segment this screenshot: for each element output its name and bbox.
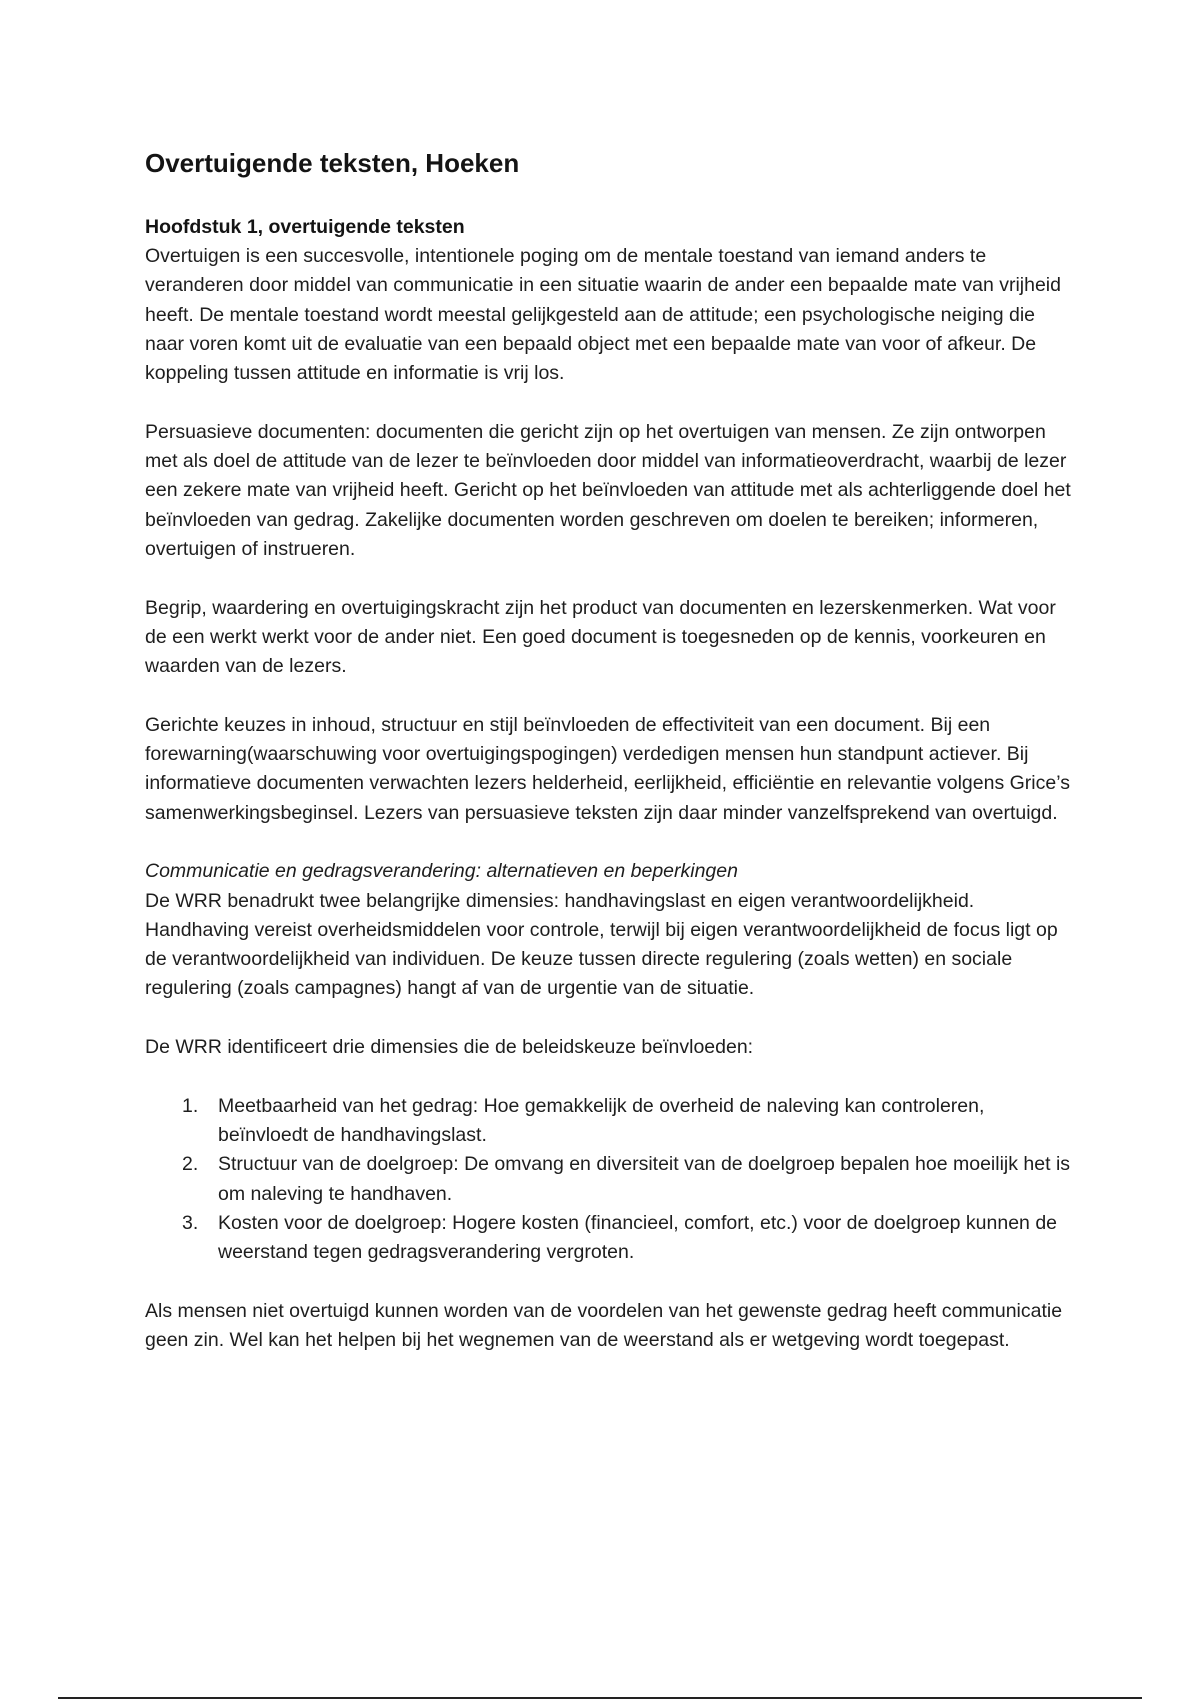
paragraph-wrr: De WRR benadrukt twee belangrijke dimensies: handhavingslast en eigen verantwoordelijkheid. Handhaving vereist overheidsmiddelen voor controle, terwijl bij eigen verantwoordelijkheid de focus ligt op de verantwoordelijkheid van individuen. De keuze tussen directe regulering (zoals wetten) en sociale regulering (zoals campagnes) hangt af van de urgentie van de situatie. (145, 889, 1058, 1000)
list-item (145, 1092, 1075, 1151)
section-subheading: Communicatie en gedragsverandering: alternatieven en beperkingen (145, 860, 738, 883)
list-item-number: 3. (182, 1211, 199, 1234)
paragraph-closing: Als mensen niet overtuigd kunnen worden van de voordelen van het gewenste gedrag heeft communicatie geen zin. Wel kan het helpen bij het wegnemen van de weerstand als er wetgeving wordt toegepast. (145, 1299, 1063, 1351)
list-item (145, 1209, 1075, 1268)
paragraph-dimensions-intro: De WRR identificeert drie dimensies die de beleidskeuze beïnvloeden: (145, 1036, 754, 1059)
list-item (145, 1150, 1075, 1209)
dimensions-list (145, 1092, 1075, 1268)
list-item-number: 2. (182, 1153, 199, 1176)
chapter-title: Hoofdstuk 1, overtuigende teksten (145, 216, 465, 238)
list-item-text: Structuur van de doelgroep: De omvang en diversiteit van de doelgroep bepalen hoe moeilijk het is om naleving te handhaven. (218, 1153, 1071, 1205)
list-item-text: Kosten voor de doelgroep: Hogere kosten (financieel, comfort, etc.) voor de doelgroep kunnen de weerstand tegen gedragsverandering vergroten. (218, 1211, 1058, 1264)
paragraph-begrip: Begrip, waardering en overtuigingskracht zijn het product van documenten en lezerskenmerken. Wat voor de een werkt werkt voor de ander niet. Een goed document is toegesneden op de kennis, voorkeuren en waarden van de lezers. (145, 596, 1056, 678)
footer-divider (58, 1697, 1142, 1699)
paragraph-persuasieve-documenten: Persuasieve documenten: documenten die gericht zijn op het overtuigen van mensen. Ze zijn ontworpen met als doel de attitude van de lezer te beïnvloeden door middel van informatieoverdracht, waarbij de lezer een zekere mate van vrijheid heeft. Gericht op het beïnvloeden van attitude met als achterliggende doel het beïnvloeden van gedrag. Zakelijke documenten worden geschreven om doelen te bereiken; informeren, overtuigen of instrueren. (145, 420, 1071, 560)
document-page (145, 146, 1075, 1385)
document-title: Overtuigende teksten, Hoeken (145, 148, 520, 178)
paragraph-gerichte-keuzes: Gerichte keuzes in inhoud, structuur en stijl beïnvloeden de effectiviteit van een document. Bij een forewarning(waarschuwing voor overtuigingspogingen) verdedigen mensen hun standpunt actiever. Bij informatieve documenten verwachten lezers helderheid, eerlijkheid, efficiëntie en relevantie volgens Grice’s samenwerkingsbeginsel. Lezers van persuasieve teksten zijn daar minder vanzelfsprekend van overtuigd. (145, 713, 1070, 824)
paragraph-overtuigen: Overtuigen is een succesvolle, intentionele poging om de mentale toestand van iemand anders te veranderen door middel van communicatie in een situatie waarin de ander een bepaalde mate van vrijheid heeft. De mentale toestand wordt meestal gelijkgesteld aan de attitude; een psychologische neiging die naar voren komt uit de evaluatie van een bepaald object met een bepaalde mate van voor of afkeur. De koppeling tussen attitude en informatie is vrij los. (145, 245, 1061, 385)
list-item-number: 1. (182, 1094, 199, 1117)
list-item-text: Meetbaarheid van het gedrag: Hoe gemakkelijk de overheid de naleving kan controleren, beïnvloedt de handhavingslast. (218, 1094, 985, 1146)
